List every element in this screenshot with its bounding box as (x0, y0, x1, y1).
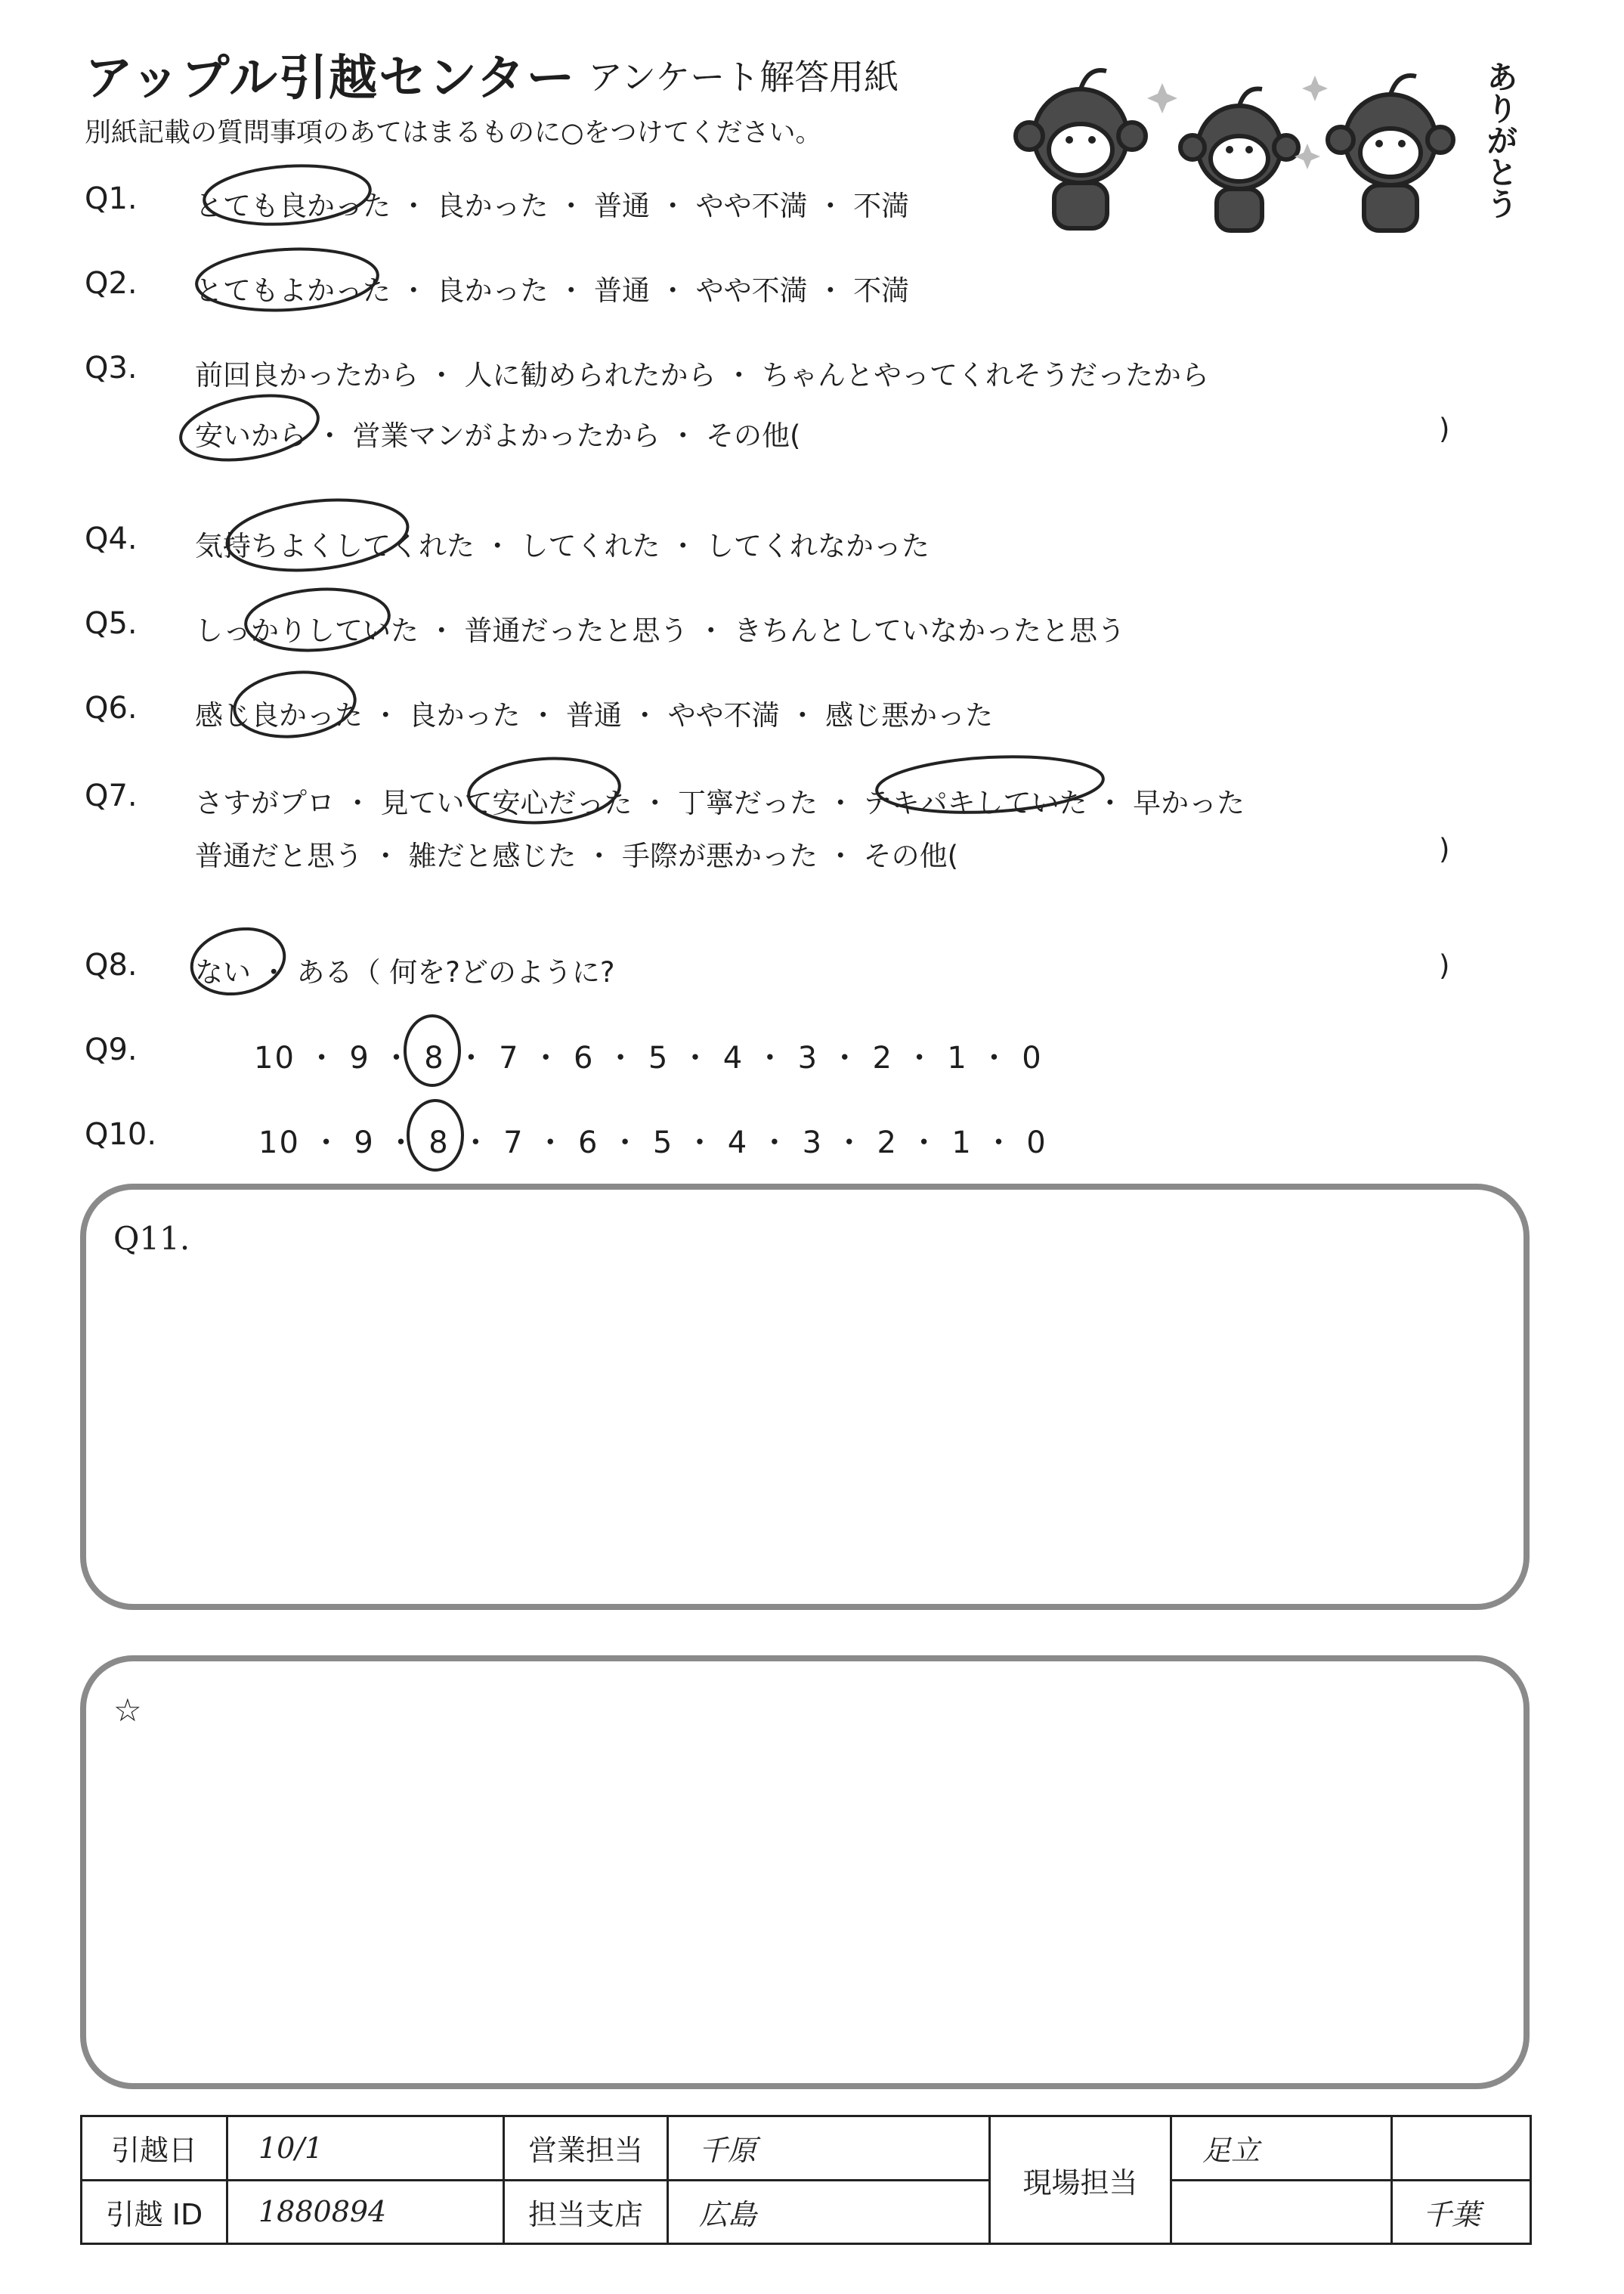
monkey-mascots-icon (998, 53, 1527, 249)
q8-options[interactable]: ない ・ ある（ 何を?どのように? (195, 956, 615, 989)
q10-rating-scale[interactable]: 10 ・ 9 ・ 8 ・ 7 ・ 6 ・ 5 ・ 4 ・ 3 ・ 2 ・ 1 ・ 0 (258, 1125, 1047, 1160)
q3-label: Q3. (85, 351, 138, 385)
q11-label: Q11. (113, 1220, 190, 1257)
form-subtitle: アンケート解答用紙 (588, 57, 899, 98)
q7-label: Q7. (85, 779, 138, 813)
q1-label: Q1. (85, 181, 138, 216)
q6-options[interactable]: 感じ良かった ・ 良かった ・ 普通 ・ やや不満 ・ 感じ悪かった (195, 699, 994, 732)
site-rep-value-1[interactable]: 足立 (1171, 2116, 1392, 2181)
q1-options[interactable]: とても良かった ・ 良かった ・ 普通 ・ やや不満 ・ 不満 (195, 190, 910, 222)
q7-close-paren: ) (1439, 833, 1450, 865)
q11-comment-box[interactable] (80, 1184, 1530, 1610)
site-rep-label: 現場担当 (990, 2116, 1171, 2244)
q4-options[interactable]: 気持ちよくしてくれた ・ してくれた ・ してくれなかった (195, 530, 930, 562)
site-rep-empty-1[interactable] (1392, 2116, 1531, 2181)
instruction-text: 別紙記載の質問事項のあてはまるものに○をつけてください。 (85, 118, 822, 148)
move-info-table (80, 2115, 1532, 2245)
q5-options[interactable]: しっかりしていた ・ 普通だったと思う ・ きちんとしていなかったと思う (195, 615, 1126, 647)
q5-label: Q5. (85, 606, 138, 641)
sales-rep-value[interactable]: 千原 (668, 2116, 990, 2181)
q10-label: Q10. (85, 1117, 157, 1152)
site-rep-value-2[interactable]: 千葉 (1392, 2180, 1531, 2244)
q6-label: Q6. (85, 691, 138, 726)
q7-options-line2[interactable]: 普通だと思う ・ 雑だと感じた ・ 手際が悪かった ・ その他( (195, 840, 959, 872)
move-id-value[interactable]: 1880894 (227, 2180, 504, 2244)
form-title: アップル引越センター (85, 51, 577, 107)
q8-close-paren: ) (1439, 949, 1450, 982)
branch-label: 担当支店 (504, 2180, 668, 2244)
thanks-caption: ありがとう (1482, 60, 1519, 219)
q9-rating-scale[interactable]: 10 ・ 9 ・ 8 ・ 7 ・ 6 ・ 5 ・ 4 ・ 3 ・ 2 ・ 1 ・ 0 (254, 1041, 1043, 1076)
move-date-label: 引越日 (82, 2116, 227, 2181)
q2-label: Q2. (85, 266, 138, 301)
q2-options[interactable]: とてもよかった ・ 良かった ・ 普通 ・ やや不満 ・ 不満 (195, 274, 910, 307)
move-date-value[interactable]: 10/1 (227, 2116, 504, 2181)
q7-options-line1[interactable]: さすがプロ ・ 見ていて安心だった ・ 丁寧だった ・ テキパキしていた ・ 早かった (195, 787, 1245, 819)
sales-rep-label: 営業担当 (504, 2116, 668, 2181)
site-rep-empty-2[interactable] (1171, 2180, 1392, 2244)
q4-label: Q4. (85, 522, 138, 556)
q9-label: Q9. (85, 1032, 138, 1067)
star-comment-box[interactable] (80, 1655, 1530, 2089)
star-icon: ☆ (113, 1692, 142, 1729)
q3-close-paren: ) (1439, 413, 1450, 445)
q8-label: Q8. (85, 948, 138, 983)
branch-value[interactable]: 広島 (668, 2180, 990, 2244)
q3-options-line2[interactable]: 安いから ・ 営業マンがよかったから ・ その他( (195, 419, 801, 452)
move-id-label: 引越 ID (82, 2180, 227, 2244)
q3-options-line1[interactable]: 前回良かったから ・ 人に勧められたから ・ ちゃんとやってくれそうだったから (195, 359, 1210, 392)
